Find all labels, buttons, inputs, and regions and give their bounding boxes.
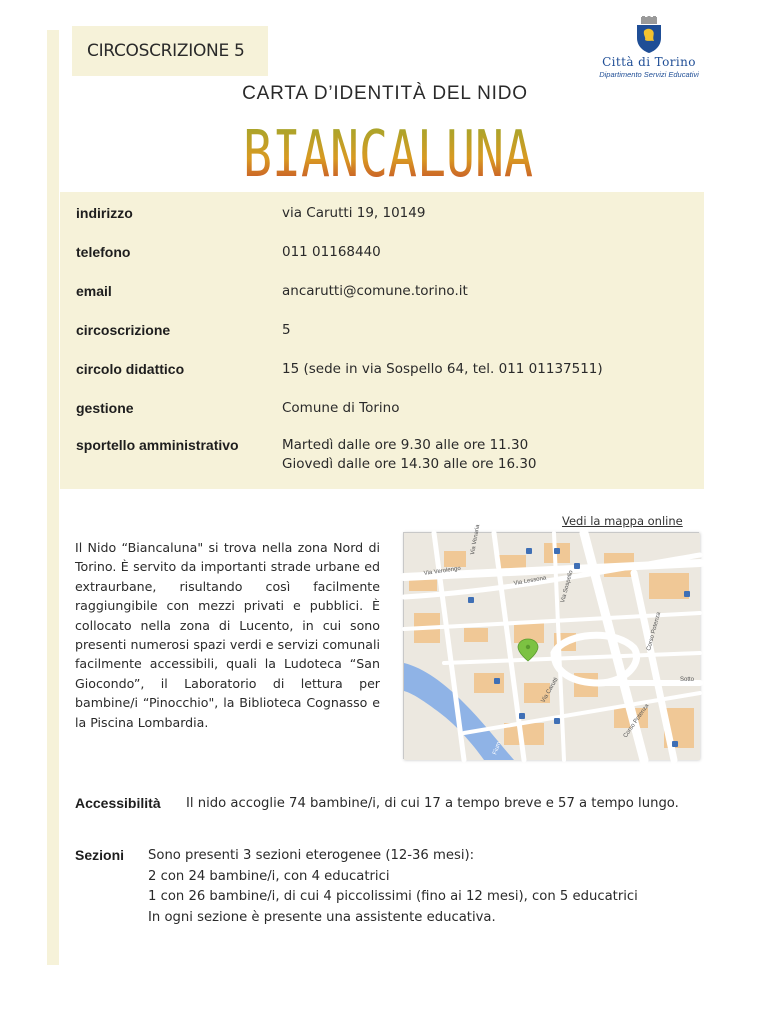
info-value [282, 436, 702, 474]
city-logo [588, 16, 710, 88]
description-paragraph: Il Nido “Biancaluna" si trova nella zona Nord di Torino. È servito da importanti strade urbane ed extraurbane, risultando così facilmente raggiungibile con mezzi privati e pubblici. È collocato nella zona di Lucento, in cui sono presenti numerosi spazi verdi e servizi comunali facilmente accessibili, quali la Ludoteca “San Giocondo”, il Laboratorio di lettura per bambine/i “Pinocchio", la Biblioteca Cognasso e la Piscina Lombardia. [75, 540, 380, 730]
city-crest-icon [634, 16, 664, 54]
info-value-line: 15 (sede in via Sospello 64, tel. 011 01137511) [282, 361, 603, 377]
info-label: circolo didattico [76, 361, 185, 377]
info-value [282, 399, 702, 418]
district-tag [72, 26, 268, 76]
info-value-line: ancarutti@comune.torino.it [282, 283, 468, 299]
info-value-line: Giovedì dalle ore 14.30 alle ore 16.30 [282, 456, 537, 472]
map-label-corso-potenza-1: Corso Potenza [646, 611, 663, 652]
map-online-link[interactable]: Vedi la mappa online [562, 514, 683, 528]
page-title [238, 108, 538, 192]
title-text: BIANCALUNA [243, 118, 533, 192]
sections-line: In ogni sezione è presente una assistente educativa. [148, 909, 496, 925]
map-label-via-venaria: Via Venaria [470, 524, 482, 556]
accessibility-label: Accessibilità [75, 795, 161, 811]
info-value [282, 204, 702, 223]
info-label: gestione [76, 400, 134, 416]
sections-line: Sono presenti 3 sezioni eterogenee (12-36 mesi): [148, 848, 475, 863]
info-value[interactable] [282, 282, 702, 301]
map-label-via-sospello: Via Sospello [560, 569, 575, 604]
info-label: indirizzo [76, 205, 133, 221]
info-label: email [76, 283, 112, 299]
map-label-sottopasso: Sotto [680, 677, 695, 683]
map-label-via-lessona: Via Lessona [513, 575, 547, 587]
location-map[interactable] [403, 524, 699, 759]
info-value-line: Martedì dalle ore 9.30 alle ore 11.30 [282, 437, 529, 453]
page-subtitle: CARTA D’IDENTITÀ DEL NIDO [242, 83, 528, 104]
info-box [60, 192, 704, 489]
info-value [282, 243, 702, 262]
info-label: sportello amministrativo [76, 437, 239, 453]
map-label-corso-potenza-2: Corso Potenza [622, 703, 651, 740]
sections-label: Sezioni [75, 847, 125, 863]
logo-city-name: Città di Torino [602, 55, 696, 69]
side-decoration-band [47, 30, 59, 965]
info-value [282, 321, 702, 340]
title-lettering [238, 108, 538, 192]
sections-line: 2 con 24 bambine/i, con 4 educatrici [148, 868, 390, 884]
district-label: CIRCOSCRIZIONE 5 [87, 41, 245, 61]
map-canvas [404, 524, 700, 760]
map-label-via-verolengo: Via Verolengo [423, 565, 462, 577]
map-label-fiume: Fium [492, 741, 503, 756]
sections-text [148, 846, 708, 928]
info-label: telefono [76, 244, 131, 260]
sections-line: 1 con 26 bambine/i, di cui 4 piccolissimi (fino ai 12 mesi), con 5 educatrici [148, 889, 638, 904]
info-label: circoscrizione [76, 322, 171, 338]
info-value [282, 360, 702, 379]
info-value-line: Comune di Torino [282, 400, 400, 416]
map-label-via-carutti: Via Carutti [540, 676, 560, 704]
info-value-line: 011 01168440 [282, 244, 381, 260]
info-value-line: via Carutti 19, 10149 [282, 205, 426, 221]
logo-department-name: Dipartimento Servizi Educativi [599, 70, 699, 79]
info-value-line: 5 [282, 322, 291, 338]
accessibility-text: Il nido accoglie 74 bambine/i, di cui 17 a tempo breve e 57 a tempo lungo. [186, 796, 679, 811]
